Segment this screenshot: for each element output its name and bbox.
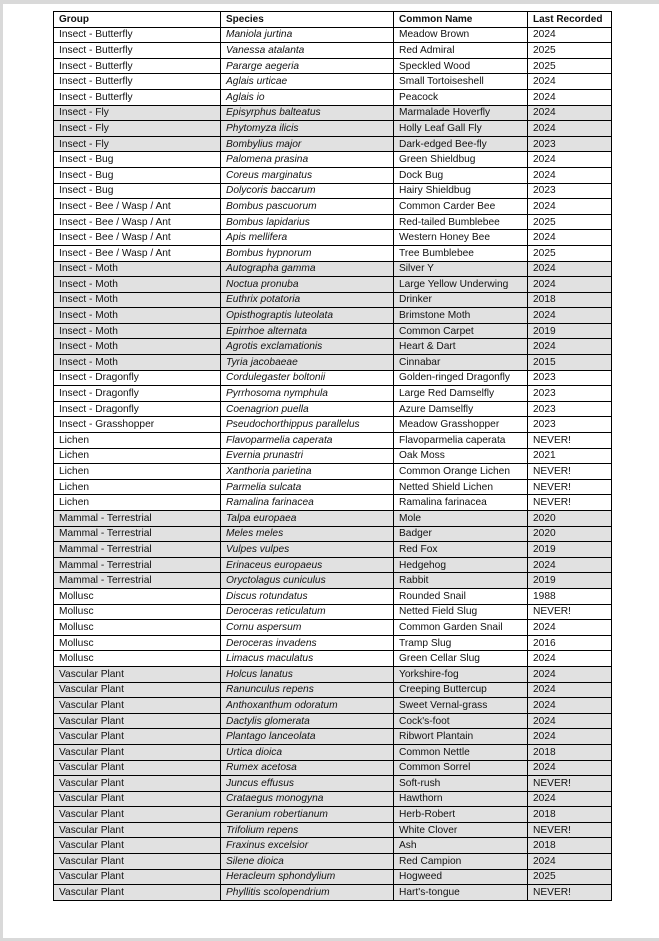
cell-common-name: Peacock — [394, 89, 528, 105]
cell-last-recorded: 2024 — [528, 27, 612, 43]
cell-species: Euthrix potatoria — [221, 292, 394, 308]
cell-species: Flavoparmelia caperata — [221, 433, 394, 449]
cell-last-recorded: NEVER! — [528, 604, 612, 620]
species-table — [53, 11, 612, 901]
cell-species: Deroceras reticulatum — [221, 604, 394, 620]
cell-common-name: Rabbit — [394, 573, 528, 589]
cell-common-name: Holly Leaf Gall Fly — [394, 121, 528, 137]
table-row — [54, 355, 612, 371]
table-row — [54, 557, 612, 573]
cell-species: Parmelia sulcata — [221, 479, 394, 495]
cell-last-recorded: 2023 — [528, 401, 612, 417]
cell-species: Trifolium repens — [221, 822, 394, 838]
table-row — [54, 713, 612, 729]
cell-group: Mollusc — [54, 604, 221, 620]
cell-species: Bombylius major — [221, 136, 394, 152]
table-row — [54, 214, 612, 230]
cell-group: Mammal - Terrestrial — [54, 542, 221, 558]
cell-species: Bombus lapidarius — [221, 214, 394, 230]
cell-group: Mammal - Terrestrial — [54, 526, 221, 542]
cell-last-recorded: 2025 — [528, 214, 612, 230]
header-group: Group — [54, 12, 221, 28]
document-page — [3, 4, 659, 938]
cell-group: Insect - Grasshopper — [54, 417, 221, 433]
table-row — [54, 308, 612, 324]
cell-species: Rumex acetosa — [221, 760, 394, 776]
cell-group: Insect - Moth — [54, 355, 221, 371]
table-row — [54, 152, 612, 168]
cell-species: Vanessa atalanta — [221, 43, 394, 59]
table-row — [54, 433, 612, 449]
cell-group: Vascular Plant — [54, 854, 221, 870]
cell-last-recorded: 2018 — [528, 807, 612, 823]
header-common-name: Common Name — [394, 12, 528, 28]
cell-common-name: White Clover — [394, 822, 528, 838]
cell-species: Dactylis glomerata — [221, 713, 394, 729]
table-row — [54, 448, 612, 464]
cell-last-recorded: 2025 — [528, 869, 612, 885]
cell-last-recorded: 2015 — [528, 355, 612, 371]
cell-group: Mammal - Terrestrial — [54, 557, 221, 573]
cell-species: Geranium robertianum — [221, 807, 394, 823]
cell-common-name: Tree Bumblebee — [394, 245, 528, 261]
cell-group: Lichen — [54, 433, 221, 449]
cell-last-recorded: 2024 — [528, 277, 612, 293]
cell-common-name: Hawthorn — [394, 791, 528, 807]
cell-group: Insect - Bug — [54, 183, 221, 199]
cell-last-recorded: 2024 — [528, 261, 612, 277]
cell-species: Phytomyza ilicis — [221, 121, 394, 137]
cell-last-recorded: 2019 — [528, 323, 612, 339]
cell-last-recorded: 2024 — [528, 698, 612, 714]
cell-common-name: Ash — [394, 838, 528, 854]
header-species: Species — [221, 12, 394, 28]
cell-last-recorded: 1988 — [528, 588, 612, 604]
cell-species: Juncus effusus — [221, 776, 394, 792]
cell-common-name: Rounded Snail — [394, 588, 528, 604]
table-row — [54, 183, 612, 199]
cell-group: Mollusc — [54, 620, 221, 636]
table-row — [54, 760, 612, 776]
cell-common-name: Hart's-tongue — [394, 885, 528, 901]
cell-last-recorded: 2024 — [528, 121, 612, 137]
cell-common-name: Cock's-foot — [394, 713, 528, 729]
cell-species: Phyllitis scolopendrium — [221, 885, 394, 901]
table-row — [54, 479, 612, 495]
cell-group: Insect - Butterfly — [54, 58, 221, 74]
cell-common-name: Drinker — [394, 292, 528, 308]
cell-last-recorded: NEVER! — [528, 464, 612, 480]
cell-group: Insect - Moth — [54, 308, 221, 324]
cell-species: Palomena prasina — [221, 152, 394, 168]
cell-species: Opisthograptis luteolata — [221, 308, 394, 324]
cell-last-recorded: NEVER! — [528, 495, 612, 511]
table-row — [54, 588, 612, 604]
cell-group: Insect - Bug — [54, 167, 221, 183]
cell-species: Coenagrion puella — [221, 401, 394, 417]
cell-species: Cornu aspersum — [221, 620, 394, 636]
cell-last-recorded: 2025 — [528, 58, 612, 74]
cell-group: Insect - Bug — [54, 152, 221, 168]
cell-species: Xanthoria parietina — [221, 464, 394, 480]
cell-group: Vascular Plant — [54, 791, 221, 807]
cell-common-name: Common Orange Lichen — [394, 464, 528, 480]
table-row — [54, 464, 612, 480]
cell-last-recorded: 2024 — [528, 230, 612, 246]
table-row — [54, 277, 612, 293]
table-row — [54, 74, 612, 90]
cell-group: Vascular Plant — [54, 682, 221, 698]
cell-last-recorded: 2024 — [528, 167, 612, 183]
cell-group: Insect - Moth — [54, 261, 221, 277]
cell-species: Vulpes vulpes — [221, 542, 394, 558]
cell-common-name: Netted Shield Lichen — [394, 479, 528, 495]
cell-species: Epirrhoe alternata — [221, 323, 394, 339]
cell-last-recorded: 2024 — [528, 791, 612, 807]
table-row — [54, 245, 612, 261]
table-row — [54, 89, 612, 105]
cell-last-recorded: 2018 — [528, 744, 612, 760]
cell-last-recorded: 2020 — [528, 526, 612, 542]
cell-species: Ranunculus repens — [221, 682, 394, 698]
cell-common-name: Silver Y — [394, 261, 528, 277]
cell-species: Dolycoris baccarum — [221, 183, 394, 199]
cell-common-name: Green Shieldbug — [394, 152, 528, 168]
cell-species: Heracleum sphondylium — [221, 869, 394, 885]
cell-common-name: Common Carpet — [394, 323, 528, 339]
cell-species: Anthoxanthum odoratum — [221, 698, 394, 714]
cell-common-name: Hedgehog — [394, 557, 528, 573]
cell-group: Insect - Bee / Wasp / Ant — [54, 199, 221, 215]
cell-species: Episyrphus balteatus — [221, 105, 394, 121]
cell-last-recorded: 2023 — [528, 370, 612, 386]
cell-last-recorded: 2024 — [528, 105, 612, 121]
cell-last-recorded: NEVER! — [528, 479, 612, 495]
cell-last-recorded: 2023 — [528, 183, 612, 199]
cell-species: Apis mellifera — [221, 230, 394, 246]
cell-group: Insect - Butterfly — [54, 27, 221, 43]
cell-group: Insect - Moth — [54, 277, 221, 293]
cell-common-name: Heart & Dart — [394, 339, 528, 355]
table-row — [54, 511, 612, 527]
cell-common-name: Brimstone Moth — [394, 308, 528, 324]
cell-species: Tyria jacobaeae — [221, 355, 394, 371]
cell-species: Pseudochorthippus parallelus — [221, 417, 394, 433]
cell-species: Bombus pascuorum — [221, 199, 394, 215]
cell-group: Vascular Plant — [54, 666, 221, 682]
cell-last-recorded: 2024 — [528, 89, 612, 105]
cell-species: Bombus hypnorum — [221, 245, 394, 261]
table-row — [54, 386, 612, 402]
cell-common-name: Yorkshire-fog — [394, 666, 528, 682]
cell-common-name: Netted Field Slug — [394, 604, 528, 620]
table-row — [54, 542, 612, 558]
table-body — [54, 27, 612, 900]
cell-species: Oryctolagus cuniculus — [221, 573, 394, 589]
cell-last-recorded: NEVER! — [528, 776, 612, 792]
cell-common-name: Small Tortoiseshell — [394, 74, 528, 90]
cell-group: Vascular Plant — [54, 744, 221, 760]
cell-last-recorded: 2019 — [528, 573, 612, 589]
cell-common-name: Western Honey Bee — [394, 230, 528, 246]
cell-species: Plantago lanceolata — [221, 729, 394, 745]
cell-last-recorded: 2024 — [528, 339, 612, 355]
table-row — [54, 869, 612, 885]
cell-species: Erinaceus europaeus — [221, 557, 394, 573]
cell-last-recorded: 2023 — [528, 417, 612, 433]
cell-group: Vascular Plant — [54, 698, 221, 714]
cell-common-name: Azure Damselfly — [394, 401, 528, 417]
cell-group: Lichen — [54, 464, 221, 480]
cell-last-recorded: NEVER! — [528, 822, 612, 838]
cell-common-name: Sweet Vernal-grass — [394, 698, 528, 714]
cell-group: Vascular Plant — [54, 885, 221, 901]
cell-group: Insect - Fly — [54, 136, 221, 152]
table-row — [54, 261, 612, 277]
cell-common-name: Flavoparmelia caperata — [394, 433, 528, 449]
table-row — [54, 666, 612, 682]
cell-last-recorded: 2024 — [528, 729, 612, 745]
cell-last-recorded: 2024 — [528, 199, 612, 215]
cell-species: Urtica dioica — [221, 744, 394, 760]
table-row — [54, 323, 612, 339]
table-row — [54, 838, 612, 854]
cell-group: Lichen — [54, 448, 221, 464]
cell-common-name: Green Cellar Slug — [394, 651, 528, 667]
cell-group: Insect - Butterfly — [54, 74, 221, 90]
cell-species: Silene dioica — [221, 854, 394, 870]
table-row — [54, 292, 612, 308]
cell-last-recorded: NEVER! — [528, 885, 612, 901]
table-row — [54, 651, 612, 667]
cell-last-recorded: 2024 — [528, 557, 612, 573]
table-row — [54, 729, 612, 745]
table-row — [54, 791, 612, 807]
cell-group: Insect - Butterfly — [54, 43, 221, 59]
cell-common-name: Red Fox — [394, 542, 528, 558]
cell-common-name: Meadow Brown — [394, 27, 528, 43]
cell-species: Coreus marginatus — [221, 167, 394, 183]
cell-common-name: Tramp Slug — [394, 635, 528, 651]
table-row — [54, 807, 612, 823]
cell-group: Insect - Butterfly — [54, 89, 221, 105]
cell-common-name: Hogweed — [394, 869, 528, 885]
cell-last-recorded: 2024 — [528, 308, 612, 324]
table-row — [54, 167, 612, 183]
cell-species: Maniola jurtina — [221, 27, 394, 43]
table-row — [54, 526, 612, 542]
cell-group: Insect - Dragonfly — [54, 401, 221, 417]
cell-species: Limacus maculatus — [221, 651, 394, 667]
table-row — [54, 401, 612, 417]
cell-group: Insect - Bee / Wasp / Ant — [54, 214, 221, 230]
cell-species: Crataegus monogyna — [221, 791, 394, 807]
cell-species: Meles meles — [221, 526, 394, 542]
header-last-recorded: Last Recorded — [528, 12, 612, 28]
cell-last-recorded: 2016 — [528, 635, 612, 651]
cell-last-recorded: 2020 — [528, 511, 612, 527]
cell-last-recorded: 2025 — [528, 245, 612, 261]
cell-common-name: Badger — [394, 526, 528, 542]
cell-group: Mollusc — [54, 635, 221, 651]
cell-species: Aglais io — [221, 89, 394, 105]
cell-last-recorded: 2024 — [528, 651, 612, 667]
cell-last-recorded: 2024 — [528, 682, 612, 698]
cell-common-name: Creeping Buttercup — [394, 682, 528, 698]
header-row — [54, 12, 612, 28]
cell-common-name: Common Carder Bee — [394, 199, 528, 215]
cell-last-recorded: NEVER! — [528, 433, 612, 449]
cell-last-recorded: 2023 — [528, 386, 612, 402]
cell-species: Deroceras invadens — [221, 635, 394, 651]
table-row — [54, 885, 612, 901]
cell-common-name: Golden-ringed Dragonfly — [394, 370, 528, 386]
cell-common-name: Dock Bug — [394, 167, 528, 183]
cell-last-recorded: 2024 — [528, 713, 612, 729]
cell-group: Vascular Plant — [54, 776, 221, 792]
cell-group: Lichen — [54, 479, 221, 495]
cell-common-name: Hairy Shieldbug — [394, 183, 528, 199]
cell-species: Pyrrhosoma nymphula — [221, 386, 394, 402]
table-row — [54, 121, 612, 137]
cell-species: Talpa europaea — [221, 511, 394, 527]
cell-species: Ramalina farinacea — [221, 495, 394, 511]
cell-common-name: Common Sorrel — [394, 760, 528, 776]
cell-last-recorded: 2024 — [528, 666, 612, 682]
cell-common-name: Red Campion — [394, 854, 528, 870]
table-row — [54, 822, 612, 838]
cell-last-recorded: 2018 — [528, 292, 612, 308]
cell-last-recorded: 2021 — [528, 448, 612, 464]
cell-group: Lichen — [54, 495, 221, 511]
cell-common-name: Ramalina farinacea — [394, 495, 528, 511]
cell-species: Noctua pronuba — [221, 277, 394, 293]
cell-common-name: Red-tailed Bumblebee — [394, 214, 528, 230]
cell-last-recorded: 2024 — [528, 620, 612, 636]
table-row — [54, 776, 612, 792]
cell-group: Vascular Plant — [54, 807, 221, 823]
table-row — [54, 604, 612, 620]
table-row — [54, 105, 612, 121]
cell-common-name: Ribwort Plantain — [394, 729, 528, 745]
cell-species: Agrotis exclamationis — [221, 339, 394, 355]
table-row — [54, 682, 612, 698]
cell-common-name: Mole — [394, 511, 528, 527]
cell-common-name: Meadow Grasshopper — [394, 417, 528, 433]
cell-common-name: Dark-edged Bee-fly — [394, 136, 528, 152]
cell-species: Pararge aegeria — [221, 58, 394, 74]
cell-group: Insect - Dragonfly — [54, 370, 221, 386]
cell-group: Mollusc — [54, 588, 221, 604]
cell-species: Fraxinus excelsior — [221, 838, 394, 854]
table-row — [54, 27, 612, 43]
cell-group: Insect - Moth — [54, 339, 221, 355]
table-row — [54, 620, 612, 636]
cell-common-name: Marmalade Hoverfly — [394, 105, 528, 121]
cell-species: Cordulegaster boltonii — [221, 370, 394, 386]
cell-common-name: Large Red Damselfly — [394, 386, 528, 402]
cell-species: Aglais urticae — [221, 74, 394, 90]
cell-group: Mammal - Terrestrial — [54, 511, 221, 527]
cell-group: Insect - Bee / Wasp / Ant — [54, 230, 221, 246]
cell-last-recorded: 2018 — [528, 838, 612, 854]
cell-common-name: Large Yellow Underwing — [394, 277, 528, 293]
cell-last-recorded: 2025 — [528, 43, 612, 59]
table-row — [54, 854, 612, 870]
cell-last-recorded: 2023 — [528, 136, 612, 152]
table-row — [54, 43, 612, 59]
table-row — [54, 199, 612, 215]
cell-group: Insect - Moth — [54, 292, 221, 308]
cell-last-recorded: 2024 — [528, 152, 612, 168]
cell-group: Insect - Dragonfly — [54, 386, 221, 402]
table-row — [54, 417, 612, 433]
cell-group: Insect - Moth — [54, 323, 221, 339]
cell-common-name: Common Garden Snail — [394, 620, 528, 636]
cell-group: Vascular Plant — [54, 869, 221, 885]
table-row — [54, 495, 612, 511]
table-row — [54, 339, 612, 355]
table-row — [54, 370, 612, 386]
cell-group: Vascular Plant — [54, 729, 221, 745]
table-row — [54, 635, 612, 651]
cell-group: Mammal - Terrestrial — [54, 573, 221, 589]
table-row — [54, 230, 612, 246]
cell-species: Discus rotundatus — [221, 588, 394, 604]
table-row — [54, 136, 612, 152]
table-row — [54, 58, 612, 74]
cell-common-name: Cinnabar — [394, 355, 528, 371]
cell-group: Vascular Plant — [54, 713, 221, 729]
cell-common-name: Herb-Robert — [394, 807, 528, 823]
cell-common-name: Speckled Wood — [394, 58, 528, 74]
cell-group: Vascular Plant — [54, 838, 221, 854]
cell-last-recorded: 2024 — [528, 74, 612, 90]
table-row — [54, 573, 612, 589]
cell-species: Evernia prunastri — [221, 448, 394, 464]
cell-group: Insect - Fly — [54, 121, 221, 137]
cell-group: Vascular Plant — [54, 822, 221, 838]
table-row — [54, 744, 612, 760]
cell-last-recorded: 2024 — [528, 760, 612, 776]
cell-group: Insect - Fly — [54, 105, 221, 121]
cell-species: Autographa gamma — [221, 261, 394, 277]
cell-common-name: Soft-rush — [394, 776, 528, 792]
cell-group: Mollusc — [54, 651, 221, 667]
cell-common-name: Red Admiral — [394, 43, 528, 59]
cell-common-name: Oak Moss — [394, 448, 528, 464]
cell-group: Vascular Plant — [54, 760, 221, 776]
cell-group: Insect - Bee / Wasp / Ant — [54, 245, 221, 261]
cell-last-recorded: 2024 — [528, 854, 612, 870]
cell-last-recorded: 2019 — [528, 542, 612, 558]
cell-species: Holcus lanatus — [221, 666, 394, 682]
table-row — [54, 698, 612, 714]
cell-common-name: Common Nettle — [394, 744, 528, 760]
